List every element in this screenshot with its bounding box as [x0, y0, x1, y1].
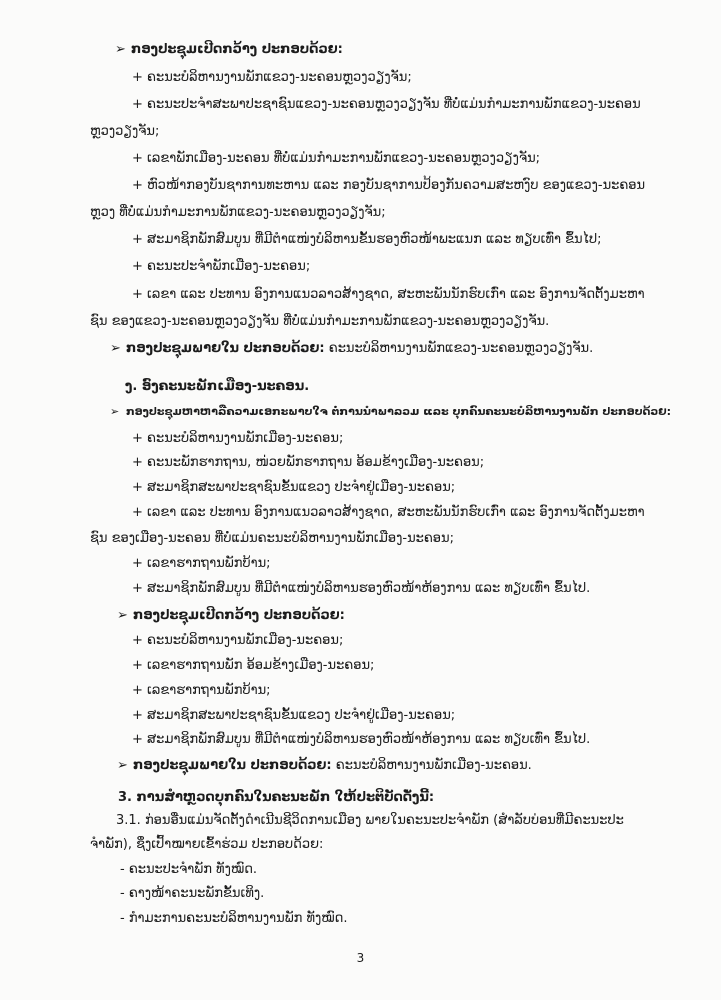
text-line [132, 70, 412, 86]
text-line [120, 862, 257, 878]
text-line [132, 97, 641, 113]
text-line [90, 837, 323, 853]
line-text: + ເລຂາ ແລະ ປະທານ ອົງການແນວລາວສ້າງຊາດ, ສະຫະພັນນັກຮົບເກົ່າ ແລະ ອົງການຈັດຕັ້ງມະຫາ [132, 505, 645, 520]
text-line [132, 505, 645, 521]
text-line [115, 42, 343, 58]
line-text: + ເລຂາພັກເມືອງ-ນະຄອນ ທີ່ບໍ່ແມ່ນກຳມະການພັກແຂວງ-ນະຄອນຫຼວງວຽງຈັນ; [132, 151, 541, 166]
page-number: 3 [356, 951, 365, 965]
text-line [132, 480, 455, 496]
text-line [116, 813, 624, 829]
text-line [110, 341, 593, 357]
line-text: ກອງປະຊຸມພາຍໃນ ປະກອບດ້ວຍ: [133, 758, 332, 773]
text-line [132, 581, 590, 597]
line-text: + ເລຂາຮາກຖານພັກບ້ານ; [132, 683, 271, 698]
line-text: + ສະມາຊິກສະພາປະຊາຊົນຂັ້ນແຂວງ ປະຈຳຢູ່ເມືອງ-ນະຄອນ; [132, 480, 456, 495]
line-text: ງ. ອົງຄະນະພັກເມືອງ-ນະຄອນ. [125, 379, 310, 394]
text-line [120, 911, 348, 927]
text-line [118, 790, 434, 806]
text-line [110, 405, 671, 418]
text-line [132, 287, 645, 303]
line-text: ຈຳພັກ), ຊຶ່ງເປົ້າໝາຍເຂົ້າຮ່ວມ ປະກອບດ້ວຍ: [90, 837, 324, 852]
line-text: 3. ການສຳຫຼວດບຸກຄົນໃນຄະນະພັກ ໃຫ້ປະຕິບັດດັ່ງນີ້: [118, 790, 435, 805]
line-text: + ຄະນະບໍລິຫານງານພັກແຂວງ-ນະຄອນຫຼວງວຽງຈັນ; [132, 70, 412, 85]
line-text: ຊົນ ຂອງແຂວງ-ນະຄອນຫຼວງວຽງຈັນ ທີ່ບໍ່ແມ່ນກຳມະການພັກແຂວງ-ນະຄອນຫຼວງວຽງຈັນ. [90, 314, 550, 329]
line-text: ກອງປະຊຸມເປີດກວ້າງ ປະກອບດ້ວຍ: [133, 608, 345, 623]
line-text: ຊົນ ຂອງເມືອງ-ນະຄອນ ທີ່ບໍ່ແມ່ນຄະນະບໍລິຫານງານພັກເມືອງ-ນະຄອນ; [90, 531, 454, 546]
line-text: - ກຳມະການຄະນະບໍລິຫານງານພັກ ທັງໝົດ. [120, 911, 348, 926]
text-line [132, 151, 540, 167]
text-line [132, 732, 590, 748]
line-text: + ຄະນະພັກຮາກຖານ, ໜ່ວຍພັກຮາກຖານ ອ້ອມຂ້າງເມືອງ-ນະຄອນ; [132, 455, 485, 470]
line-text: + ເລຂາຮາກຖານພັກ ອ້ອມຂ້າງເມືອງ-ນະຄອນ; [132, 658, 375, 673]
line-text-rest: ຄະນະບໍລິຫານງານພັກແຂວງ-ນະຄອນຫຼວງວຽງຈັນ. [324, 341, 594, 356]
bullet-arrow-icon: ➢ [117, 758, 128, 773]
text-line [125, 379, 309, 395]
text-line [132, 708, 455, 724]
line-text: + ເລຂາຮາກຖານພັກບ້ານ; [132, 556, 271, 571]
bullet-arrow-icon: ➢ [110, 405, 120, 418]
line-text: + ສະມາຊິກພັກສົມບູນ ທີ່ມີຕຳແໜ່ງບໍລິຫານຮອງຫົວໜ້າຫ້ອງການ ແລະ ທຽບເທົ່າ ຂຶ້ນໄປ. [132, 581, 591, 596]
line-text: + ສະມາຊິກສະພາປະຊາຊົນຂັ້ນແຂວງ ປະຈຳຢູ່ເມືອງ-ນະຄອນ; [132, 708, 456, 723]
text-line [90, 205, 386, 221]
line-text: ກອງປະຊຸມພາຍໃນ ປະກອບດ້ວຍ: [126, 341, 325, 356]
text-line [132, 232, 601, 248]
line-text: + ຄະນະບໍລິຫານງານພັກເມືອງ-ນະຄອນ; [132, 431, 344, 446]
line-text-rest: ຄະນະບໍລິຫານງານພັກເມືອງ-ນະຄອນ. [331, 758, 532, 773]
text-line [90, 531, 454, 547]
text-line [90, 314, 549, 330]
bullet-arrow-icon: ➢ [115, 42, 126, 57]
text-line [117, 608, 345, 624]
text-line [120, 886, 264, 902]
line-text: ຫຼວງ ທີ່ບໍ່ແມ່ນກຳມະການພັກແຂວງ-ນະຄອນຫຼວງວຽງຈັນ; [90, 205, 386, 220]
text-line [132, 259, 310, 275]
text-line [132, 455, 484, 471]
text-line [132, 658, 374, 674]
line-text: + ສະມາຊິກພັກສົມບູນ ທີ່ມີຕຳແໜ່ງບໍລິຫານຮອງຫົວໜ້າຫ້ອງການ ແລະ ທຽບເທົ່າ ຂຶ້ນໄປ. [132, 732, 591, 747]
text-line [132, 633, 343, 649]
line-text: - ຄາງໜ້າຄະນະພັກຂັ້ນເທິງ. [120, 886, 265, 901]
text-line [132, 683, 271, 699]
line-text: + ສະມາຊິກພັກສົມບູນ ທີ່ມີຕຳແໜ່ງບໍລິຫານຂັ້ນຮອງຫົວໜ້າພະແນກ ແລະ ທຽບເທົ່າ ຂຶ້ນໄປ; [132, 232, 602, 247]
line-text: ຫຼວງວຽງຈັນ; [90, 124, 160, 139]
line-text: + ຄະນະບໍລິຫານງານພັກເມືອງ-ນະຄອນ; [132, 633, 344, 648]
text-line [132, 178, 645, 194]
text-line [132, 431, 343, 447]
line-text: 3.1. ກ່ອນອື່ນແມ່ນຈັດຕັ້ງດຳເນີນຊີວິດການເມືອງ ພາຍໃນຄະນະປະຈຳພັກ (ສຳລັບບ່ອນທີ່ມີຄະນະປະ [116, 813, 624, 828]
line-text: + ເລຂາ ແລະ ປະທານ ອົງການແນວລາວສ້າງຊາດ, ສະຫະພັນນັກຮົບເກົ່າ ແລະ ອົງການຈັດຕັ້ງມະຫາ [132, 287, 645, 302]
text-line [132, 556, 271, 572]
line-text: - ຄະນະປະຈຳພັກ ທັງໝົດ. [120, 862, 258, 877]
line-text: + ຄະນະປະຈຳສະພາປະຊາຊົນແຂວງ-ນະຄອນຫຼວງວຽງຈັນ ທີ່ບໍ່ແມ່ນກຳມະການພັກແຂວງ-ນະຄອນ [132, 97, 641, 112]
line-text: + ຄະນະປະຈຳພັກເມືອງ-ນະຄອນ; [132, 259, 311, 274]
line-text: ກອງປະຊຸມເປີດກວ້າງ ປະກອບດ້ວຍ: [131, 42, 343, 57]
text-line [90, 124, 159, 140]
bullet-arrow-icon: ➢ [117, 608, 128, 623]
bullet-arrow-icon: ➢ [110, 341, 121, 356]
text-line [117, 758, 532, 774]
line-text: + ຫົວໜ້າກອງບັນຊາການທະຫານ ແລະ ກອງບັນຊາການປ້ອງກັນຄວາມສະຫງົບ ຂອງແຂວງ-ນະຄອນ [132, 178, 646, 193]
line-text: ກອງປະຊຸມຫາຫາລືຄວາມເອກະພາບໃຈ ຕໍ່ການນຳພາລວມ ແລະ ບຸກຄົນຄະນະບໍລິຫານງານພັກ ປະກອບດ້ວຍ: [126, 405, 672, 418]
